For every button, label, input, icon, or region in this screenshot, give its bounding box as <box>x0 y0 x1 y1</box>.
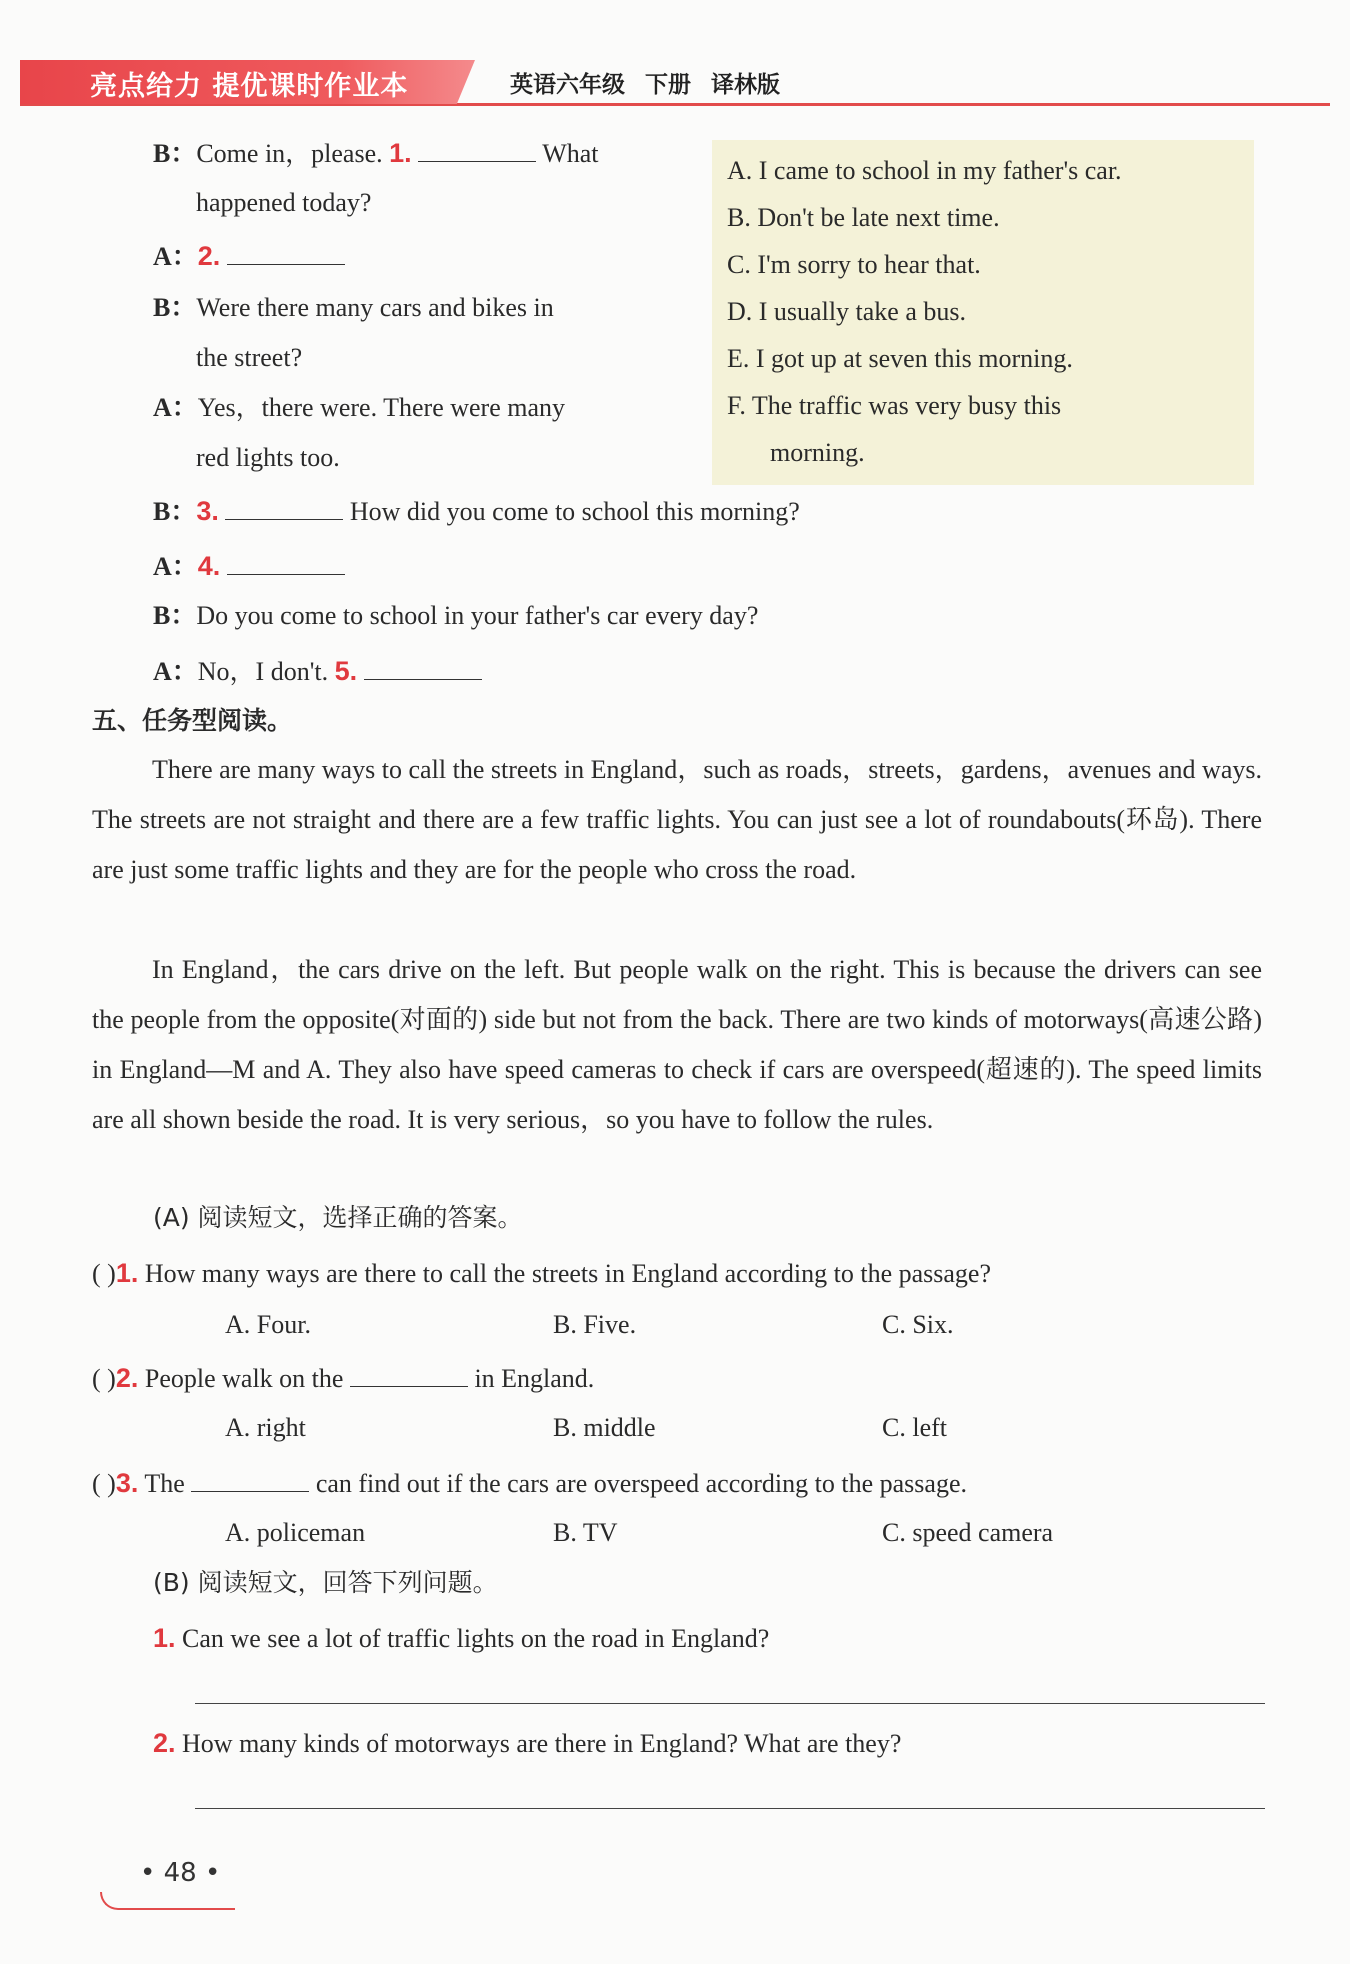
option-f-cont: morning. <box>770 438 865 467</box>
choice-a[interactable]: A. right <box>225 1413 306 1442</box>
part-b-instruction: (B) 阅读短文，回答下列问题。 <box>153 1568 498 1597</box>
question-stem: Can we see a lot of traffic lights on the road in England? <box>182 1624 770 1653</box>
choice-c[interactable]: C. left <box>882 1413 947 1442</box>
answer-blank[interactable] <box>350 1365 468 1387</box>
question-stem: The <box>144 1469 185 1498</box>
blank-number: 2. <box>197 241 221 271</box>
dialogue-text: Do you come to school in your father's car every day? <box>196 601 759 630</box>
open-question-1 <box>153 1625 769 1652</box>
answer-blank[interactable] <box>225 498 343 520</box>
option-d: D. I usually take a bus. <box>727 297 967 326</box>
passage-paragraph-2: In England，the cars drive on the left. But people walk on the right. This is because the drivers can see the people from the opposite(对面的) side but not from the back. There are two kinds of motorways(高速公路) in England—M and A. They also have speed cameras to check if cars are overspeed(超速的). The speed limits are all shown beside the road. It is very serious，so you have to follow the rules. <box>92 955 1262 1134</box>
option-e: E. I got up at seven this morning. <box>727 344 1073 373</box>
answer-blank[interactable] <box>191 1470 309 1492</box>
page-header <box>20 60 1330 106</box>
header-subtitle: 英语六年级 下册 译林版 <box>510 72 781 98</box>
answer-blank[interactable] <box>364 658 482 680</box>
question-number: 1. <box>153 1623 176 1653</box>
choice-b[interactable]: B. middle <box>553 1413 656 1442</box>
answer-blank[interactable] <box>418 140 536 162</box>
question-1 <box>92 1260 991 1287</box>
question-number: 2. <box>153 1728 176 1758</box>
blank-number: 3. <box>196 496 219 526</box>
dialogue-text: Come in，please. <box>196 139 383 168</box>
dialogue-text: Were there many cars and bikes in <box>196 293 554 322</box>
dialogue-text: What <box>542 139 599 168</box>
question-number: 1. <box>115 1258 139 1288</box>
answer-blank[interactable] <box>227 553 345 575</box>
dialogue-line-2 <box>153 243 345 270</box>
speaker-label: B： <box>153 497 197 526</box>
dialogue-line-8 <box>153 658 482 685</box>
blank-number: 4. <box>197 551 221 581</box>
dialogue-line-7 <box>153 603 758 629</box>
section-title: 五、任务型阅读。 <box>92 706 293 735</box>
open-question-2 <box>153 1730 901 1757</box>
question-number: 3. <box>115 1468 139 1498</box>
dialogue-cont-1: happened today? <box>196 188 372 217</box>
part-a-instruction: (A) 阅读短文，选择正确的答案。 <box>153 1203 523 1232</box>
dialogue-text: How did you come to school this morning? <box>349 497 800 526</box>
question-2 <box>92 1365 594 1392</box>
choice-a[interactable]: A. Four. <box>225 1310 311 1339</box>
choice-b[interactable]: B. TV <box>553 1518 618 1547</box>
dialogue-cont-3: the street? <box>196 343 303 372</box>
speaker-label: A： <box>153 657 198 686</box>
blank-number: 1. <box>389 138 412 168</box>
dialogue-line-6 <box>153 553 345 580</box>
question-stem: can find out if the cars are overspeed according to the passage. <box>315 1469 967 1498</box>
choice-c[interactable]: C. Six. <box>882 1310 954 1339</box>
speaker-label: A： <box>153 552 198 581</box>
option-a: A. I came to school in my father's car. <box>727 156 1122 185</box>
answer-line[interactable] <box>195 1808 1265 1809</box>
question-3 <box>92 1470 967 1497</box>
page-number: • 48 • <box>140 1858 221 1888</box>
speaker-label: A： <box>153 242 198 271</box>
dialogue-line-1 <box>153 140 599 167</box>
options-box <box>712 140 1254 485</box>
page-number-decoration <box>100 1892 235 1910</box>
dialogue-line-3 <box>153 295 554 321</box>
answer-blank[interactable] <box>227 243 345 265</box>
passage-paragraph-1: There are many ways to call the streets in England，such as roads，streets，gardens，avenues and ways. The streets are not straight and there are a few traffic lights. You can just see a lot of roundabouts(环岛). There are just some traffic lights and they are for the people who cross the road. <box>92 755 1262 884</box>
question-stem: in England. <box>474 1364 595 1393</box>
speaker-label: B： <box>153 601 197 630</box>
option-f: F. The traffic was very busy this <box>727 391 1062 420</box>
choice-b[interactable]: B. Five. <box>553 1310 637 1339</box>
choice-a[interactable]: A. policeman <box>225 1518 366 1547</box>
question-stem: How many kinds of motorways are there in England? What are they? <box>182 1729 902 1758</box>
answer-line[interactable] <box>195 1703 1265 1704</box>
question-stem: People walk on the <box>144 1364 344 1393</box>
answer-paren[interactable]: ( ) <box>92 1259 116 1288</box>
answer-paren[interactable]: ( ) <box>92 1469 116 1498</box>
speaker-label: B： <box>153 139 197 168</box>
dialogue-cont-4: red lights too. <box>196 443 340 472</box>
question-stem: How many ways are there to call the streets in England according to the passage? <box>144 1259 992 1288</box>
question-number: 2. <box>115 1363 139 1393</box>
option-c: C. I'm sorry to hear that. <box>727 250 981 279</box>
dialogue-line-4 <box>153 395 565 421</box>
header-title: 亮点给力 提优课时作业本 <box>90 71 409 102</box>
speaker-label: B： <box>153 293 197 322</box>
blank-number: 5. <box>334 656 358 686</box>
answer-paren[interactable]: ( ) <box>92 1364 116 1393</box>
dialogue-text: No，I don't. <box>197 657 329 686</box>
speaker-label: A： <box>153 393 198 422</box>
dialogue-line-5 <box>153 498 800 525</box>
choice-c[interactable]: C. speed camera <box>882 1518 1054 1547</box>
option-b: B. Don't be late next time. <box>727 203 1000 232</box>
dialogue-text: Yes，there were. There were many <box>197 393 566 422</box>
